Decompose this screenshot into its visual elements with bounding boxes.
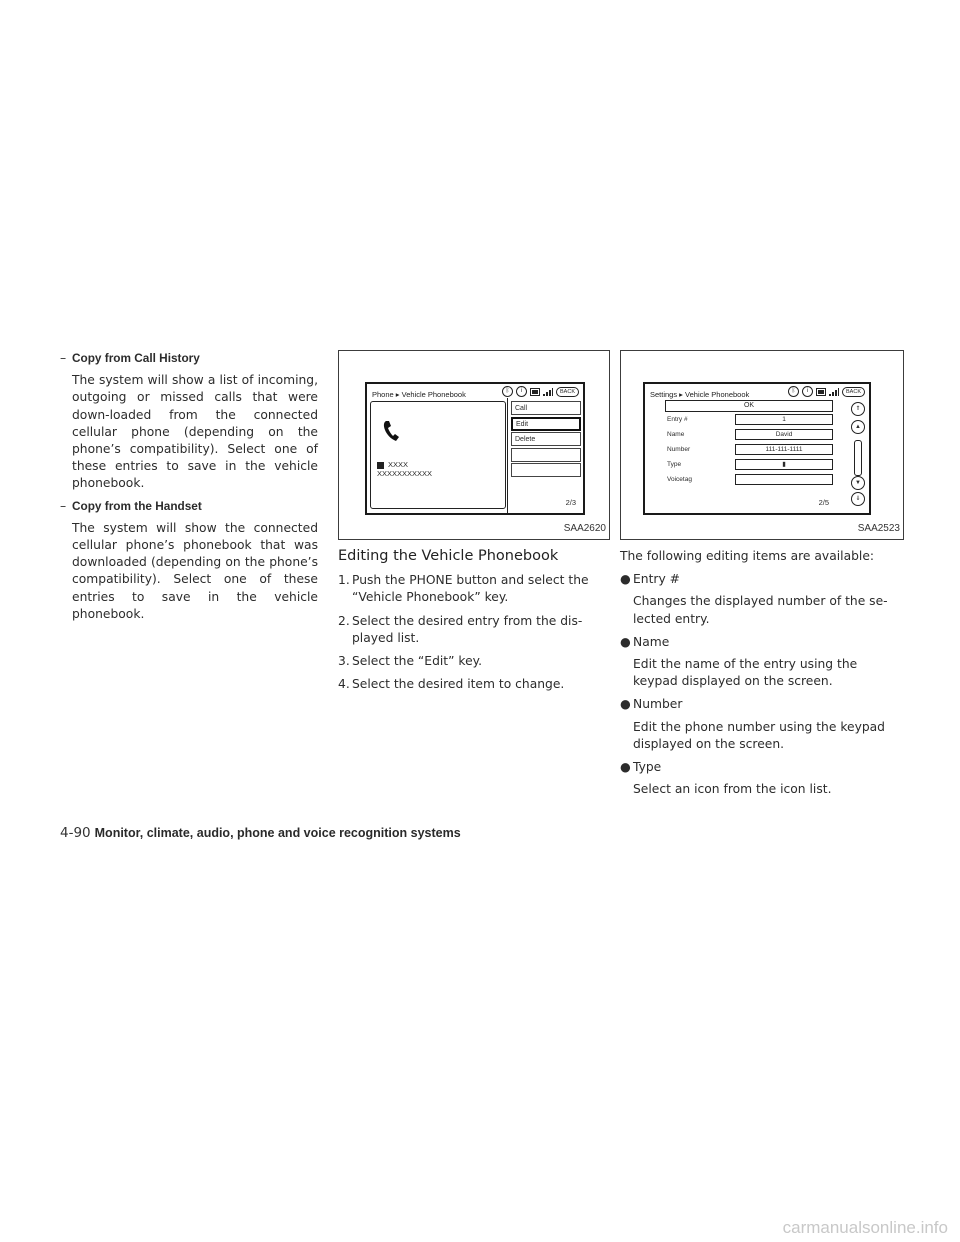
contact-pane <box>370 401 506 509</box>
edit-item-name <box>620 634 904 691</box>
form-row-number[interactable] <box>665 444 835 455</box>
back-button[interactable]: BACK <box>842 387 865 397</box>
item-body: The system will show the connected cellular phone’s phonebook that was downloaded (depending on the phone’s compatibility). Select one of these entries to save in the vehicle phonebook. <box>72 520 318 621</box>
figure-code: SAA2620 <box>563 522 606 534</box>
signal-icon <box>543 388 553 396</box>
watermark: carmanualsonline.info <box>782 1218 948 1237</box>
item-name: Entry # <box>633 572 680 587</box>
signal-icon <box>829 388 839 396</box>
row-label: Number <box>667 446 691 453</box>
scroll-up-icon[interactable]: ▲ <box>851 420 865 434</box>
edit-item-entry <box>620 571 904 628</box>
status-icons <box>788 386 865 397</box>
item-body: The system will show a list of incoming, outgoing or missed calls that were down-loaded from the connected cellular phone (depending on the phone’s compatibility). Select one of these entries to save in the vehicle phonebook. <box>72 373 318 491</box>
step-number: 1. <box>338 573 350 588</box>
scrollbar[interactable] <box>854 440 862 476</box>
item-name: Number <box>633 697 683 712</box>
item-name: Name <box>633 634 670 649</box>
ok-button[interactable]: OK <box>665 400 833 412</box>
contact-name: XXXX <box>388 460 409 469</box>
row-value: David <box>735 429 833 440</box>
figure-edit-entry-screen <box>620 350 904 540</box>
bluetooth-icon: ᛒ <box>788 386 799 397</box>
status-icons <box>502 386 579 397</box>
step-item <box>338 572 610 606</box>
item-desc: Edit the phone number using the keypad displayed on the screen. <box>633 719 885 751</box>
row-value: 1 <box>735 414 833 425</box>
figure-vehicle-phonebook-menu <box>338 350 610 540</box>
contact-number: XXXXXXXXXXX <box>377 469 433 478</box>
chapter-title: Monitor, climate, audio, phone and voice recognition systems <box>94 826 461 840</box>
battery-icon <box>816 388 826 396</box>
form-row-entry[interactable] <box>665 414 835 425</box>
back-button[interactable]: BACK <box>556 387 579 397</box>
row-label: Type <box>667 461 682 468</box>
step-text: Push the PHONE button and select the “Vehicle Phonebook” key. <box>352 573 589 605</box>
edit-item-type <box>620 759 904 798</box>
step-number: 3. <box>338 654 350 669</box>
item-desc: Select an icon from the icon list. <box>633 782 832 797</box>
dash: – <box>60 498 67 513</box>
form-row-type[interactable] <box>665 459 835 470</box>
intro-text: The following editing items are available: <box>620 549 875 563</box>
battery-icon <box>530 388 540 396</box>
row-value <box>735 474 833 485</box>
copy-from-handset <box>60 498 318 623</box>
screen-display <box>643 382 871 515</box>
step-item <box>338 676 610 693</box>
screen-breadcrumb: Phone ▸ Vehicle Phonebook <box>372 390 466 399</box>
info-icon: i <box>802 386 813 397</box>
bullet: ● <box>620 760 631 775</box>
form-row-name[interactable] <box>665 429 835 440</box>
step-text: Select the desired item to change. <box>352 677 565 692</box>
step-item <box>338 653 610 670</box>
page-footer <box>60 825 461 841</box>
row-label: Voicetag <box>667 476 692 483</box>
contact-type-icon <box>377 462 384 469</box>
step-text: Select the “Edit” key. <box>352 654 483 669</box>
scroll-down-icon[interactable]: ▼ <box>851 476 865 490</box>
item-desc: Changes the displayed number of the se-lected entry. <box>633 594 888 626</box>
menu-item-empty[interactable] <box>511 463 581 477</box>
page-down-icon[interactable]: ⇓ <box>851 492 865 506</box>
right-column <box>620 350 904 798</box>
item-heading: Copy from the Handset <box>72 498 202 513</box>
row-value: 111-111-1111 <box>735 444 833 455</box>
bullet: ● <box>620 572 631 587</box>
copy-from-call-history <box>60 350 318 493</box>
menu-list <box>511 401 581 479</box>
page-indicator: 2/3 <box>565 497 576 507</box>
item-heading: Copy from Call History <box>72 351 200 365</box>
page-indicator: 2/5 <box>818 497 829 507</box>
phone-handset-icon <box>383 420 401 442</box>
page-up-icon[interactable]: ⇑ <box>851 402 865 416</box>
row-value: ▮ <box>735 459 833 470</box>
menu-item-call[interactable]: Call <box>511 401 581 415</box>
contact-info <box>377 460 432 478</box>
bluetooth-icon: ᛒ <box>502 386 513 397</box>
info-icon: i <box>516 386 527 397</box>
step-item <box>338 613 610 647</box>
form-row-voicetag[interactable] <box>665 474 835 485</box>
left-column <box>60 350 318 628</box>
step-text: Select the desired entry from the dis-played list. <box>352 613 583 645</box>
item-desc: Edit the name of the entry using the keypad displayed on the screen. <box>633 657 858 689</box>
menu-item-delete[interactable]: Delete <box>511 432 581 446</box>
screen-display <box>365 382 585 515</box>
bullet: ● <box>620 634 631 649</box>
row-label: Name <box>667 431 685 438</box>
divider <box>507 398 508 513</box>
item-name: Type <box>633 760 662 775</box>
figure-code: SAA2523 <box>857 522 900 534</box>
page-number: 4-90 <box>60 825 91 841</box>
bullet: ● <box>620 697 631 712</box>
step-number: 4. <box>338 677 350 692</box>
menu-item-empty[interactable] <box>511 448 581 462</box>
step-number: 2. <box>338 613 350 628</box>
screen-breadcrumb: Settings ▸ Vehicle Phonebook <box>650 390 750 399</box>
row-label: Entry # <box>667 416 688 423</box>
edit-item-number <box>620 696 904 753</box>
section-title: Editing the Vehicle Phonebook <box>338 548 559 564</box>
dash: – <box>60 351 67 365</box>
menu-item-edit[interactable]: Edit <box>511 417 581 431</box>
middle-column <box>338 350 610 699</box>
